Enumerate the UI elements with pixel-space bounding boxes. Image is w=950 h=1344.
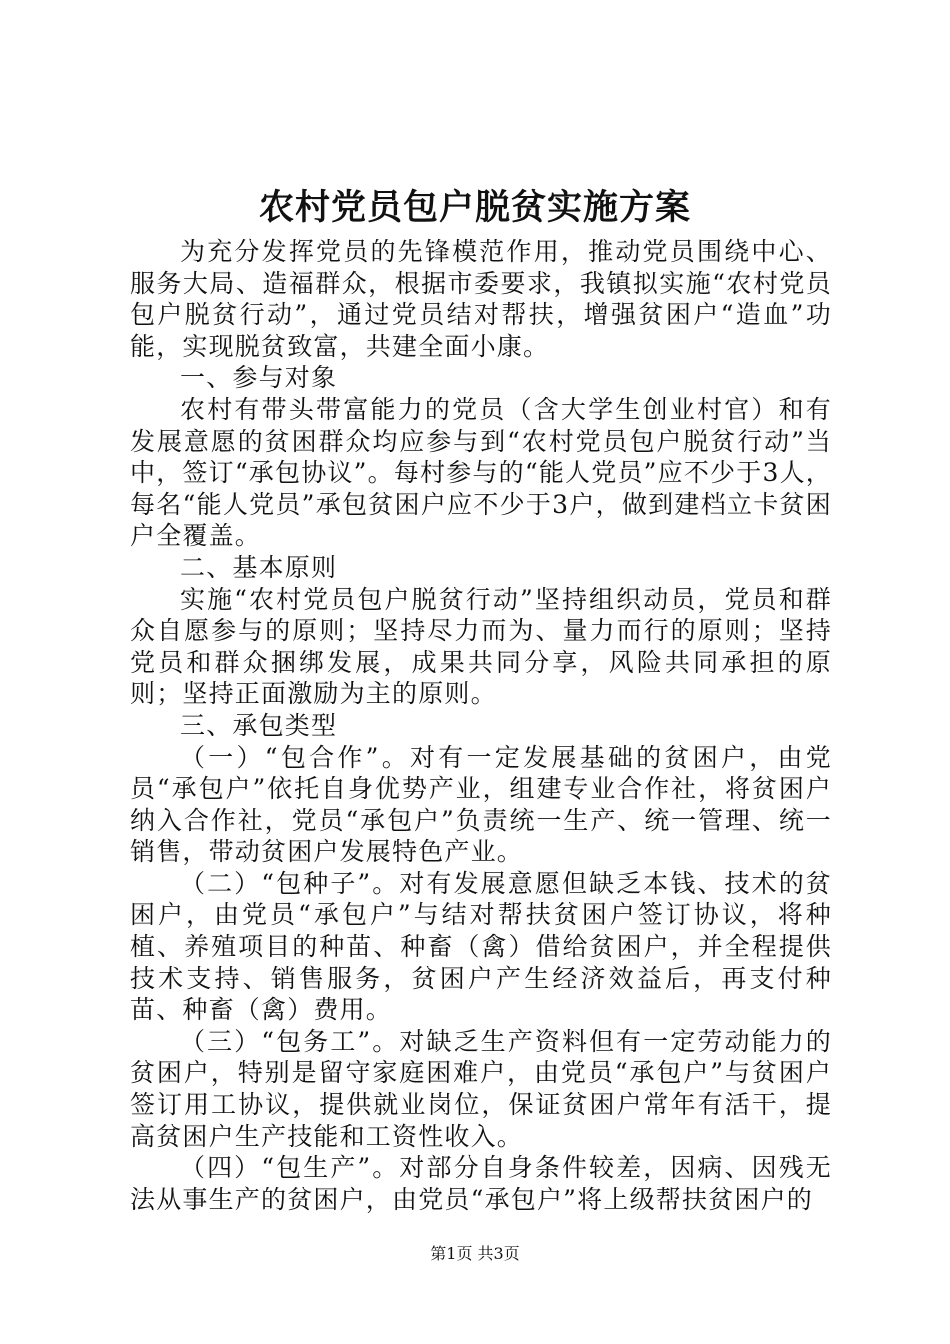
intro-paragraph: 为充分发挥党员的先锋模范作用，推动党员围绕中心、服务大局、造福群众，根据市委要求，我镇拟实施“农村党员包户脱贫行动”，通过党员结对帮扶，增强贫困户“造血”功能，实现脱贫致富，共建全面小康。 bbox=[130, 237, 832, 361]
document-body bbox=[130, 236, 832, 1215]
principles-paragraph: 实施“农村党员包户脱贫行动”坚持组织动员，党员和群众自愿参与的原则；坚持尽力而为、量力而行的原则；坚持党员和群众捆绑发展，成果共同分享，风险共同承担的原则；坚持正面激励为主的原则。 bbox=[130, 584, 832, 709]
section-heading-principles: 二、基本原则 bbox=[180, 552, 338, 582]
page-number-footer: 第1页 共3页 bbox=[430, 1244, 520, 1263]
participants-paragraph: 农村有带头带富能力的党员（含大学生创业村官）和有发展意愿的贫困群众均应参与到“农村党员包户脱贫行动”当中，签订“承包协议”。每村参与的“能人党员”应不少于3人，每名“能人党员”承包贫困户应不少于3户，做到建档立卡贫困户全覆盖。 bbox=[130, 394, 832, 551]
type-cooperation-paragraph: （一）“包合作”。对有一定发展基础的贫困户，由党员“承包户”依托自身优势产业，组建专业合作社，将贫困户纳入合作社，党员“承包户”负责统一生产、统一管理、统一销售，带动贫困户发展特色产业。 bbox=[130, 742, 832, 867]
section-heading-participants: 一、参与对象 bbox=[180, 363, 338, 393]
document-title: 农村党员包户脱贫实施方案 bbox=[258, 187, 691, 228]
section-heading-types: 三、承包类型 bbox=[180, 710, 338, 740]
type-employment-paragraph: （三）“包务工”。对缺乏生产资料但有一定劳动能力的贫困户，特别是留守家庭困难户，由党员“承包户”与贫困户签订用工协议，提供就业岗位，保证贫困户常年有活干，提高贫困户生产技能和工资性收入。 bbox=[130, 1026, 832, 1151]
type-production-paragraph: （四）“包生产”。对部分自身条件较差，因病、因残无法从事生产的贫困户，由党员“承包户”将上级帮扶贫困户的 bbox=[130, 1153, 832, 1214]
type-seeds-paragraph: （二）“包种子”。对有发展意愿但缺乏本钱、技术的贫困户，由党员“承包户”与结对帮扶贫困户签订协议，将种植、养殖项目的种苗、种畜（禽）借给贫困户，并全程提供技术支持、销售服务，贫困户产生经济效益后，再支付种苗、种畜（禽）费用。 bbox=[130, 868, 832, 1025]
